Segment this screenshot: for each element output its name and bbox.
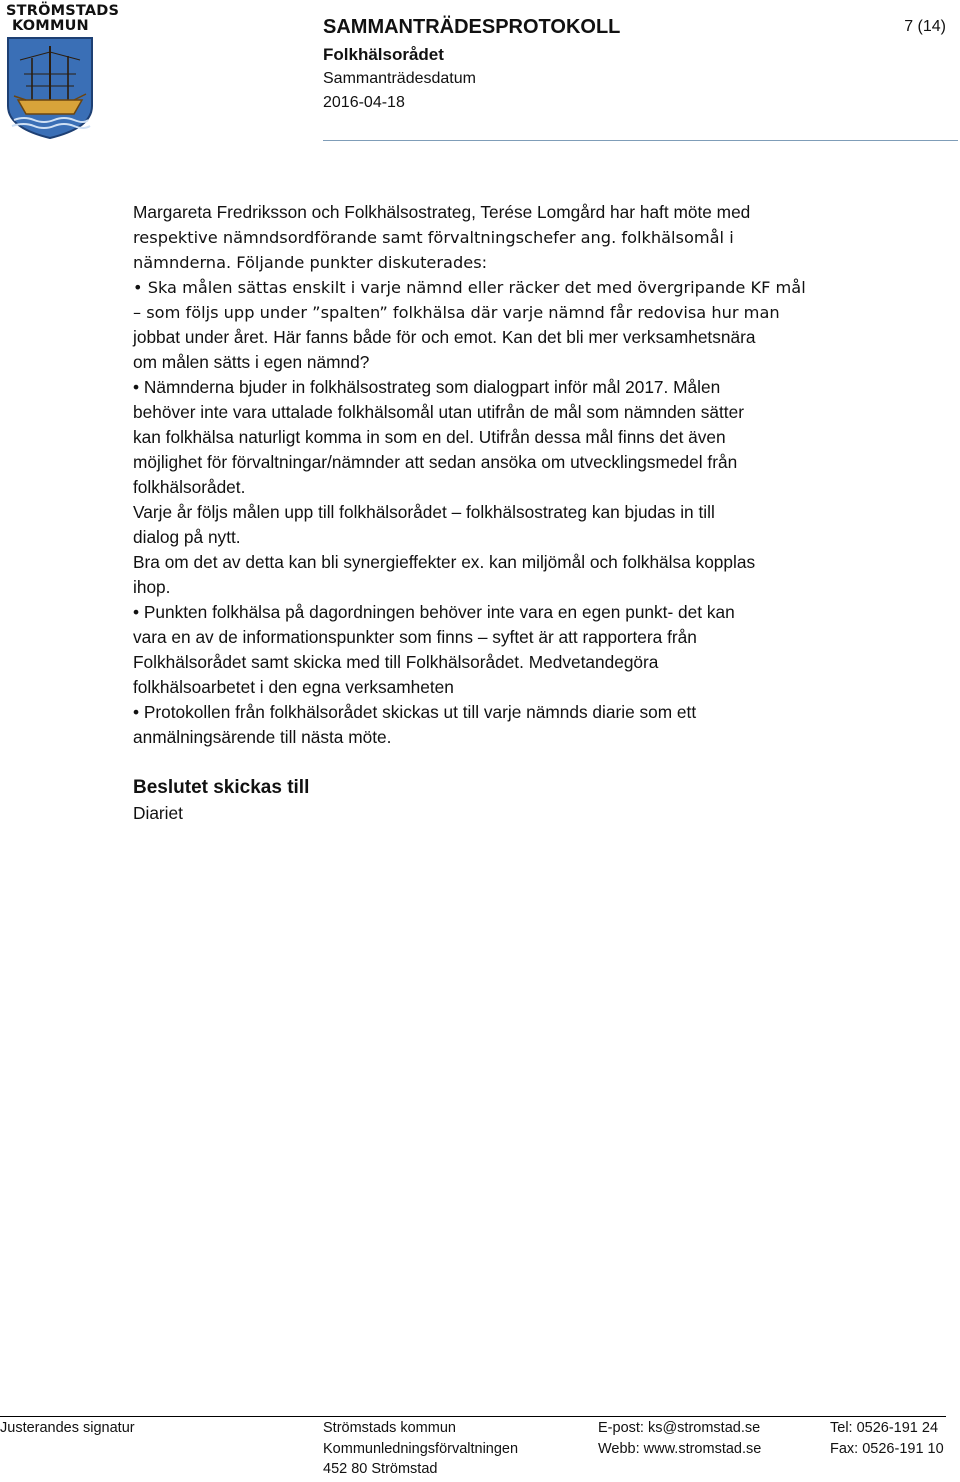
logo-name-line2: KOMMUN [12, 18, 89, 34]
footer-divider [0, 1416, 946, 1417]
protocol-body [133, 200, 833, 750]
footer-phone-block [830, 1418, 944, 1459]
logo-name-line1: STRÖMSTADS [6, 3, 120, 19]
section-heading-recipients: Beslutet skickas till [133, 777, 310, 798]
meeting-date: 2016-04-18 [323, 94, 405, 111]
protocol-title: SAMMANTRÄDESPROTOKOLL [323, 16, 621, 38]
footer-contact-block [598, 1418, 761, 1459]
header-divider [323, 140, 958, 141]
coat-of-arms-icon [4, 36, 96, 140]
footer-web: Webb: www.stromstad.se [598, 1440, 762, 1457]
footer-address-block [323, 1418, 518, 1480]
paragraph-intro: Margareta Fredriksson och Folkhälsostrateg, Terése Lomgård har haft möte med [133, 202, 751, 222]
meeting-date-label: Sammanträdesdatum [323, 70, 476, 87]
footer-email: E-post: ks@stromstad.se [598, 1420, 761, 1436]
footer-signature-label: Justerandes signatur [0, 1420, 135, 1436]
page-number: 7 (14) [904, 18, 946, 35]
footer-dept: Kommunledningsförvaltningen [323, 1440, 519, 1457]
footer-address: 452 80 Strömstad [323, 1461, 438, 1477]
recipient-diariet: Diariet [133, 803, 183, 823]
paragraph-discussion: respektive nämndsordförande samt förvaltningschefer ang. folkhälsomål i nämnderna. Följande punkter diskuterades: • Ska målen sättas enskilt i varje nämnd eller räcker det med övergripande KF mål – som följs upp under ”spalten” folkhälsa där varje nämnd får redovisa hur man [133, 228, 806, 322]
footer-tel: Tel: 0526-191 24 [830, 1420, 939, 1436]
paragraph-points: jobbat under året. Här fanns både för och emot. Kan det bli mer verksamhetsnära om målen sätts i egen nämnd? • Nämnderna bjuder in folkhälsostrateg som dialogpart inför mål 2017. Målen behöver inte vara uttalade folkhälsomål utan utifrån de mål som nämnden sätter kan folkhälsa naturligt komma in som en del. Utifrån dessa mål finns det även möjlighet för förvaltningar/nämnder att sedan ansöka om utvecklingsmedel från folkhälsorådet. Varje år följs målen upp till folkhälsorådet – folkhälsostrateg kan bjudas in till dialog på nytt. Bra om det av detta kan bli synergieffekter ex. kan miljömål och folkhälsa kopplas ihop. • Punkten folkhälsa på dagordningen behöver inte vara en egen punkt- det kan vara en av de informationspunkter som finns – syftet är att rapportera från Folkhälsorådet samt skicka med till Folkhälsorådet. Medvetandegöra folkhälsoarbetet i den egna verksamheten • Protokollen från folkhälsorådet skickas ut till varje nämnds diarie som ett anmälningsärende till nästa möte. [133, 327, 756, 747]
document-header [323, 14, 620, 115]
municipality-logo [4, 3, 120, 140]
footer-fax: Fax: 0526-191 10 [830, 1440, 944, 1457]
footer-org: Strömstads kommun [323, 1420, 456, 1436]
committee-name: Folkhälsorådet [323, 45, 444, 64]
